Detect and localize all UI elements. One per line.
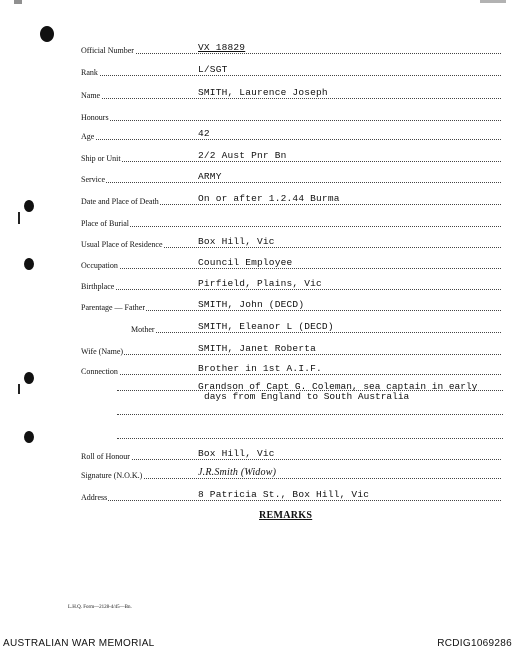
field-official-number bbox=[81, 41, 501, 55]
dotted-line bbox=[81, 75, 501, 76]
field-value: On or after 1.2.44 Burma bbox=[198, 193, 340, 204]
field-value: 2/2 Aust Pnr Bn bbox=[198, 150, 287, 161]
field-label: Honours bbox=[81, 113, 109, 122]
field-value: J.R.Smith (Widow) bbox=[198, 467, 277, 478]
punch-hole-4 bbox=[24, 431, 34, 443]
field-label: Date and Place of Death bbox=[81, 197, 159, 206]
dotted-line bbox=[81, 139, 501, 140]
field-parentage-mother bbox=[81, 320, 501, 334]
field-address bbox=[81, 488, 501, 502]
field-connection bbox=[81, 362, 501, 376]
field-value: SMITH, Eleanor L (DECD) bbox=[198, 321, 334, 332]
connection-note-line-1: Grandson of Capt G. Coleman, sea captain in early bbox=[198, 381, 478, 392]
dotted-line bbox=[81, 98, 501, 99]
dotted-line bbox=[81, 182, 501, 183]
field-label: Official Number bbox=[81, 46, 134, 55]
dotted-line bbox=[81, 354, 501, 355]
item-id: RCDIG1069286 bbox=[437, 638, 512, 649]
field-value: L/SGT bbox=[198, 64, 228, 75]
field-label: Place of Burial bbox=[81, 219, 129, 228]
dotted-line bbox=[81, 374, 501, 375]
field-birthplace bbox=[81, 277, 501, 291]
dotted-line bbox=[81, 500, 501, 501]
scan-mark-top bbox=[14, 0, 22, 4]
field-value: Box Hill, Vic bbox=[198, 448, 275, 459]
field-value: 8 Patricia St., Box Hill, Vic bbox=[198, 489, 370, 500]
field-value: Pirfield, Plains, Vic bbox=[198, 278, 322, 289]
field-usual-residence bbox=[81, 235, 501, 249]
dotted-line bbox=[81, 53, 501, 54]
field-value: ARMY bbox=[198, 171, 222, 182]
field-label: Birthplace bbox=[81, 282, 115, 291]
field-value: SMITH, John (DECD) bbox=[198, 299, 305, 310]
field-value: Brother in 1st A.I.F. bbox=[198, 363, 322, 374]
dotted-line bbox=[81, 459, 501, 460]
field-name bbox=[81, 86, 501, 100]
field-label: Name bbox=[81, 91, 101, 100]
field-label: Rank bbox=[81, 68, 98, 77]
field-value: Council Employee bbox=[198, 257, 293, 268]
field-ship-or-unit bbox=[81, 149, 501, 163]
connection-extra-line bbox=[117, 402, 503, 415]
dotted-line bbox=[81, 226, 501, 227]
field-service bbox=[81, 170, 501, 184]
dotted-line bbox=[81, 120, 501, 121]
field-date-place-of-death bbox=[81, 192, 501, 206]
field-label: Ship or Unit bbox=[81, 154, 121, 163]
field-occupation bbox=[81, 256, 501, 270]
form-reference: L.H.Q. Form—2128-4/45—Bn. bbox=[68, 605, 132, 610]
field-signature-nok bbox=[81, 466, 501, 480]
dotted-line bbox=[81, 478, 501, 479]
field-rank bbox=[81, 63, 501, 77]
dotted-line bbox=[131, 332, 501, 333]
field-place-of-burial bbox=[81, 214, 501, 228]
field-value: 42 bbox=[198, 128, 210, 139]
scan-mark-top-right bbox=[480, 0, 506, 3]
field-label: Usual Place of Residence bbox=[81, 240, 163, 249]
field-value: SMITH, Janet Roberta bbox=[198, 343, 317, 354]
punch-hole-2 bbox=[24, 258, 34, 270]
dotted-line bbox=[81, 268, 501, 269]
field-value: VX 18829 bbox=[198, 42, 246, 53]
field-label: Occupation bbox=[81, 261, 118, 270]
field-wife-name bbox=[81, 342, 501, 356]
field-label: Age bbox=[81, 132, 95, 141]
punch-hole-1 bbox=[24, 200, 34, 212]
field-parentage-father bbox=[81, 298, 501, 312]
field-age bbox=[81, 127, 501, 141]
dotted-line bbox=[81, 289, 501, 290]
field-value: SMITH, Laurence Joseph bbox=[198, 87, 328, 98]
field-label: Connection bbox=[81, 367, 118, 376]
scan-mark-left bbox=[18, 384, 20, 394]
field-label: Signature (N.O.K.) bbox=[81, 471, 143, 480]
field-roll-of-honour bbox=[81, 447, 501, 461]
dotted-line bbox=[81, 161, 501, 162]
field-label: Mother bbox=[131, 325, 155, 334]
punch-hole-3 bbox=[24, 372, 34, 384]
field-label: Parentage — Father bbox=[81, 303, 145, 312]
punch-hole-top bbox=[40, 26, 54, 42]
archive-name: AUSTRALIAN WAR MEMORIAL bbox=[3, 638, 155, 649]
remarks-heading: REMARKS bbox=[259, 510, 313, 521]
field-value: Box Hill, Vic bbox=[198, 236, 275, 247]
field-honours bbox=[81, 108, 501, 122]
field-label: Service bbox=[81, 175, 105, 184]
field-label: Wife (Name) bbox=[81, 347, 124, 356]
connection-extra-line bbox=[117, 426, 503, 439]
field-label: Roll of Honour bbox=[81, 452, 130, 461]
scan-mark-left bbox=[18, 212, 20, 224]
field-label: Address bbox=[81, 493, 108, 502]
connection-note-line-2: days from England to South Australia bbox=[204, 391, 410, 402]
